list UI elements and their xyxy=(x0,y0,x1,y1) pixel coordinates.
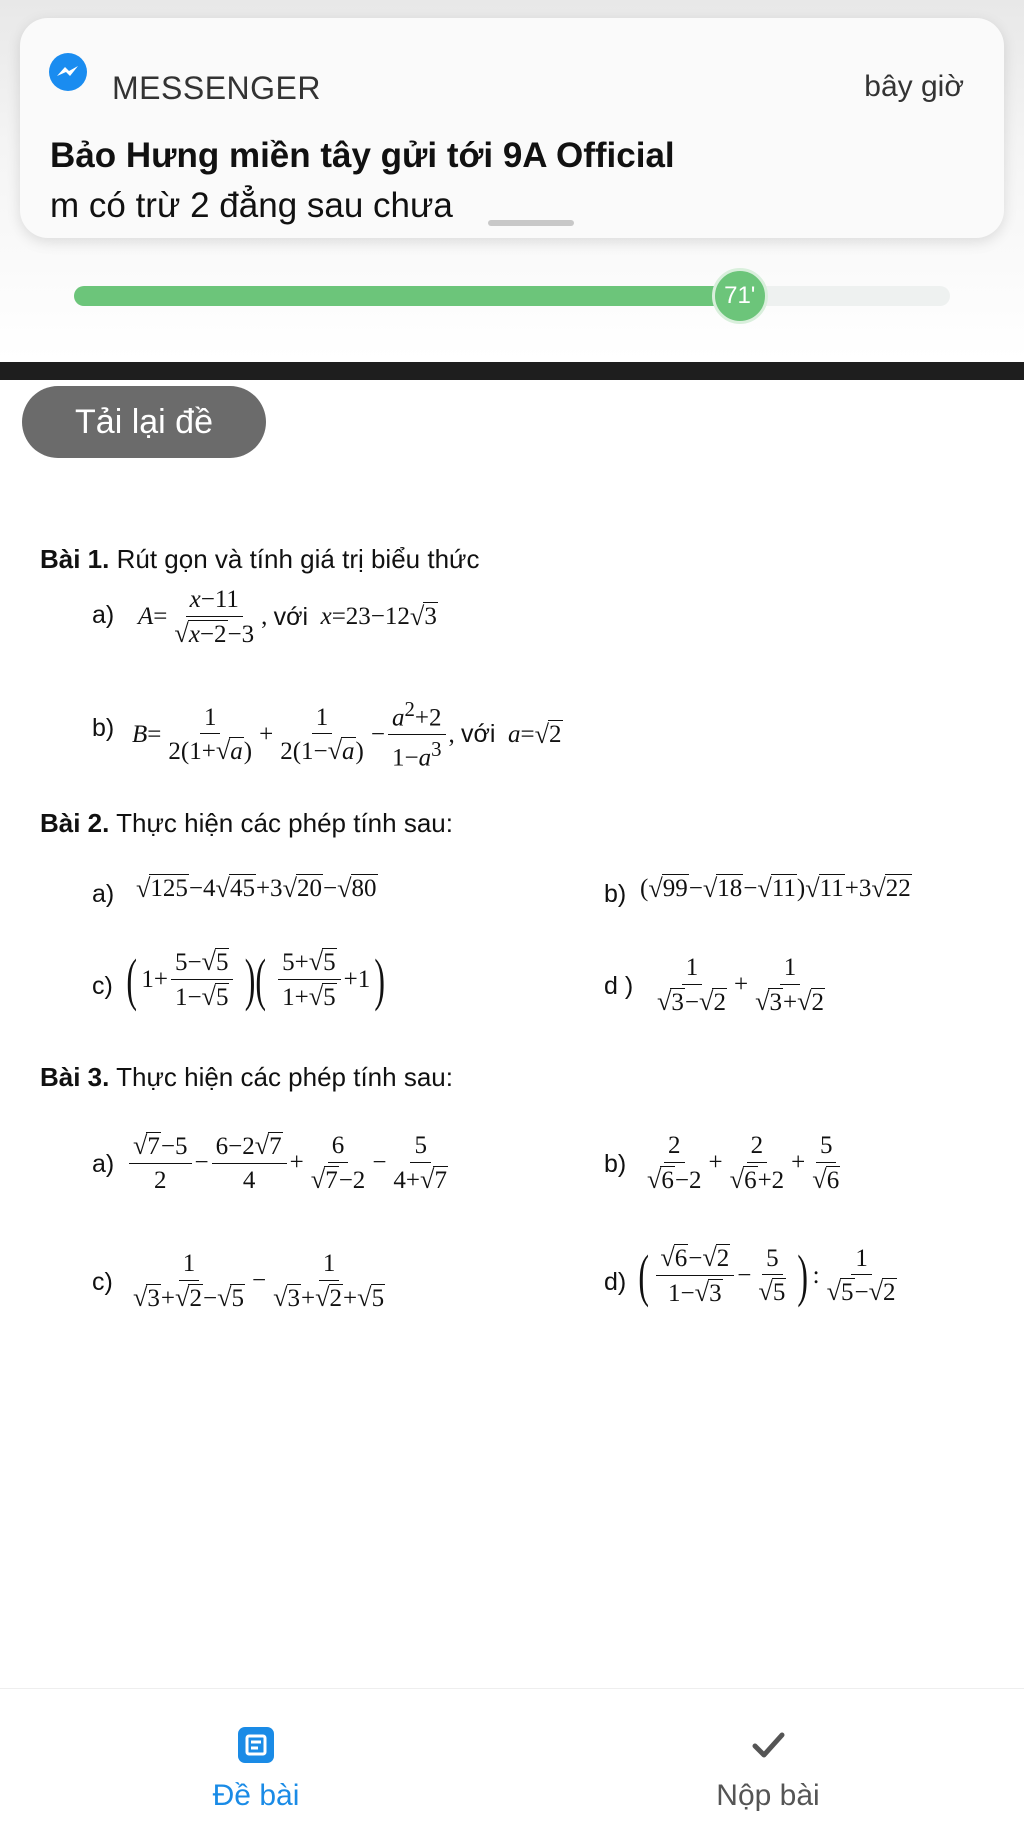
reload-exam-button[interactable]: Tải lại đề xyxy=(22,386,266,458)
bai2-a-expression: √ 125 −4 √ 45 +3 √ 20 − √ 80 xyxy=(136,874,377,903)
bai2-b-label: b) xyxy=(604,880,627,908)
bottom-navigation xyxy=(0,1688,1024,1821)
bai2-b-expression: ( √ 99 − √ 18 − √ 11 ) √ 11 +3 √ 22 xyxy=(640,874,911,903)
bai2-c-label: c) xyxy=(92,972,113,1000)
bai2-a-label: a) xyxy=(92,880,115,908)
notification-body: m có trừ 2 đẳng sau chưa xyxy=(50,186,453,225)
bai3-c-label: c) xyxy=(92,1268,113,1296)
timer-badge: 71' xyxy=(712,268,768,324)
bai3-a-expression: √ 7 −5 2 − 6−2 √ 7 4 + 6 √ 7 −2 − 5 4+ √ 7 xyxy=(126,1132,455,1194)
bai3-c-expression: 1 √ 3 + √ 2 − √ 5 − 1 √ 3 + √ 2 + √ 5 xyxy=(133,1250,385,1312)
notification-title: Bảo Hưng miền tây gửi tới 9A Official xyxy=(50,136,675,175)
bai3-heading: Bài 3. Thực hiện các phép tính sau: xyxy=(40,1062,453,1092)
bai1-heading: Bài 1. Rút gọn và tính giá trị biểu thức xyxy=(40,544,480,574)
bai2-d-label: d ) xyxy=(604,972,634,1000)
notification-app-name: MESSENGER xyxy=(112,70,321,106)
bai2-c-expression: ( 1+ 5− √ 5 1− √ 5 )( 5+ √ 5 1+ √ 5 +1 ) xyxy=(126,946,386,1012)
notification-time: bây giờ xyxy=(864,70,964,103)
tab-de-bai-label: Đề bài xyxy=(212,1779,300,1812)
tab-nop-bai[interactable] xyxy=(512,1689,1024,1821)
bai3-d-label: d) xyxy=(604,1268,627,1296)
bai2-heading: Bài 2. Thực hiện các phép tính sau: xyxy=(40,808,453,838)
bai3-b-expression: 2 √ 6 −2 + 2 √ 6 +2 + 5 √ 6 xyxy=(647,1132,840,1194)
document-icon xyxy=(236,1725,276,1765)
bai3-a-label: a) xyxy=(92,1150,115,1178)
bai3-d-expression: ( √ 6 − √ 2 1− √ 3 − 5 √ 5 ) : 1 √ 5 − √ 2 xyxy=(638,1242,896,1308)
bai1-a-expression: A = x−11 √ x−2 −3 , với x =23−12 √ 3 xyxy=(138,586,437,648)
checkmark-icon xyxy=(748,1725,788,1765)
tab-de-bai[interactable] xyxy=(0,1689,512,1821)
bai1-b-label: b) xyxy=(92,714,115,742)
tab-nop-bai-label: Nộp bài xyxy=(716,1779,820,1812)
bai1-b-expression: B = 1 2(1+ √ a ) + 1 2(1− √ a ) − $\frac{a^2+2}{1-a^3}$ , với a = √ 2 xyxy=(132,697,562,772)
bai2-d-expression: 1 √ 3 − √ 2 + 1 √ 3 + √ 2 xyxy=(657,954,825,1016)
bai1-a-label: a) xyxy=(92,601,115,629)
bai3-b-label: b) xyxy=(604,1150,627,1178)
